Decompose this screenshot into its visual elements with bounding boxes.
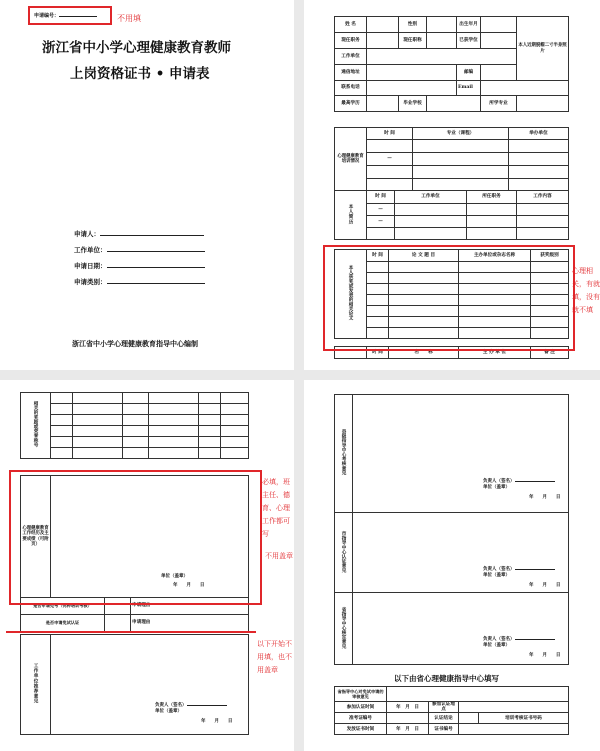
field-applicant: 申请人： <box>74 229 204 238</box>
birth-label: 出生年月 <box>457 17 481 33</box>
not-fill-note: 不用填 <box>117 14 141 23</box>
issue-time-value: 年 月 日 <box>387 724 429 735</box>
duty-label: 现任职务 <box>335 33 367 49</box>
cert-result-label: 认证结论 <box>429 713 459 724</box>
recommend-label: 工作单位推荐意见 <box>21 635 51 735</box>
resume-label: 本人简历 <box>335 191 367 240</box>
apply-reason-label-2: 申请理由 <box>131 615 249 632</box>
province-table <box>334 686 569 735</box>
phone-label: 联系电话 <box>335 81 367 96</box>
footer-col-name: 名 称 <box>389 347 459 359</box>
training-col-time: 时 间 <box>367 128 413 140</box>
training-table <box>334 127 569 191</box>
resume-dash: — <box>367 204 395 216</box>
awards-table <box>20 392 249 459</box>
email-value[interactable] <box>481 81 569 96</box>
degree-value[interactable] <box>481 33 517 49</box>
cover-footer: 浙江省中小学心理健康教育指导中心编制 <box>72 339 198 348</box>
app-number-line <box>59 11 97 17</box>
note-no-seal: 不用盖章 <box>265 552 293 560</box>
footer-col-time: 时 间 <box>367 347 389 359</box>
exempt-cert-label: 是否申请免试认证 <box>21 615 105 632</box>
highest-edu-label: 最高学历 <box>335 96 367 112</box>
city-label: 市指导中心认证意见 <box>335 513 353 593</box>
highest-edu-value[interactable] <box>367 96 399 112</box>
approval-table <box>334 394 569 665</box>
training-dash: — <box>367 153 413 166</box>
ticket-no-label: 准考证编号 <box>335 713 387 724</box>
experience-date: 年 月 日 <box>173 582 205 588</box>
resume-col-unit: 工作单位 <box>395 191 467 204</box>
county-value[interactable]: 负责人（签名） 单位（盖章） 年 月 日 <box>353 395 569 513</box>
field-apply-date: 申请日期： <box>74 261 205 270</box>
work-unit-label: 工作单位 <box>335 49 367 65</box>
county-label: 县级指导中心考核意见 <box>335 395 353 513</box>
training-label: 心理健康教育培训情况 <box>335 128 367 191</box>
papers-col-title: 论 文 题 目 <box>389 250 459 262</box>
major-value[interactable] <box>517 96 569 112</box>
exempt-reason-label: 是否申请免考（何种培训考核） <box>21 598 105 615</box>
photo-box: 本人近期脱帽二寸半身照片 <box>517 17 569 81</box>
form-page-3 <box>0 380 294 751</box>
degree-label: 已获学位 <box>457 33 481 49</box>
name-value[interactable] <box>367 17 399 33</box>
training-col-host: 举办单位 <box>509 128 569 140</box>
recommend-unit-seal: 单位（盖章） <box>155 709 182 714</box>
city-value[interactable]: 负责人（签名） 单位（盖章） 年 月 日 <box>353 513 569 593</box>
exempt-review-label: 省指导中心对免试申请的审核意见 <box>335 687 387 702</box>
grad-school-label: 毕业学校 <box>399 96 427 112</box>
resume-col-work: 工作内容 <box>517 191 569 204</box>
birth-value[interactable] <box>481 17 517 33</box>
experience-highlight <box>9 470 262 605</box>
postcode-value[interactable] <box>481 65 517 81</box>
cert-time-value: 年 月 日 <box>387 702 429 713</box>
cert-time-label: 参加认证时间 <box>335 702 387 713</box>
cert-place-label: 参加认证地点 <box>429 702 459 713</box>
awards-label: 相关的奖励或荣誉称号 <box>21 393 51 459</box>
experience-label: 心理健康教育工作经历及主要成绩（可附页） <box>21 476 51 598</box>
resume-table: 本人简历 时 间 工作单位 所任职务 工作内容 — — <box>334 190 569 240</box>
issue-time-label: 发放证书时间 <box>335 724 387 735</box>
note-below: 以下开始不用填，也不用盖章 <box>257 640 292 674</box>
papers-col-organizer: 主办单位或杂志名称 <box>459 250 531 262</box>
cover-title-line1: 浙江省中小学心理健康教育教师 <box>42 40 231 56</box>
address-value[interactable] <box>367 65 457 81</box>
app-number-label: 申请编号： <box>34 11 97 19</box>
form-page-4 <box>304 380 600 751</box>
papers-col-award: 获奖级别 <box>531 250 569 262</box>
cert-no-label: 证书编号 <box>429 724 459 735</box>
note-required: 必填，班主任、德育、心理工作都可写 <box>262 478 290 538</box>
form-page-2 <box>304 0 600 370</box>
footer-col-host: 主 办 单 位 <box>459 347 531 359</box>
footer-col-remark: 备 注 <box>531 347 569 359</box>
training-cert-no-label: 培训考核证书号码 <box>479 713 569 724</box>
province-label: 省指导中心核定意见 <box>335 593 353 665</box>
address-label: 通信地址 <box>335 65 367 81</box>
gender-label: 性别 <box>399 17 427 33</box>
papers-col-time: 时 间 <box>367 250 389 262</box>
papers-annotation: 心理相关，有就填，没有就不填 <box>572 267 600 314</box>
cover-title-line2: 上岗资格证书 • 申请表 <box>70 66 210 82</box>
resume-col-time: 时 间 <box>367 191 395 204</box>
duty-value[interactable] <box>367 33 399 49</box>
cover-page <box>0 0 294 370</box>
phone-value[interactable] <box>367 81 457 96</box>
papers-label: 本人获奖或发表的相关论文 <box>335 250 367 339</box>
work-unit-value[interactable] <box>367 49 517 65</box>
apply-reason-label: 申请理由 <box>131 598 249 615</box>
title-label: 现任职称 <box>399 33 427 49</box>
recommend-date: 年 月 日 <box>201 719 233 724</box>
divider-red-line <box>6 631 256 633</box>
recommend-value[interactable] <box>51 635 249 735</box>
gender-value[interactable] <box>427 17 457 33</box>
resume-col-position: 所任职务 <box>467 191 517 204</box>
province-heading: 以下由省心理健康指导中心填写 <box>394 674 499 683</box>
title-value[interactable] <box>427 33 457 49</box>
personal-info-table <box>334 16 569 112</box>
grad-school-value[interactable] <box>427 96 481 112</box>
email-label: Email <box>457 81 481 96</box>
recommend-responsible: 负责人（签名） <box>155 701 227 709</box>
experience-unit-seal: 单位（盖章） <box>161 573 188 579</box>
papers-highlight <box>323 245 575 351</box>
name-label: 姓 名 <box>335 17 367 33</box>
field-apply-category: 申请类别： <box>74 277 205 286</box>
province-value[interactable]: 负责人（签名） 单位（盖章） 年 月 日 <box>353 593 569 665</box>
recommend-table <box>20 634 249 735</box>
major-label: 所学专业 <box>481 96 517 112</box>
postcode-label: 邮编 <box>457 65 481 81</box>
training-col-major: 专业（课程） <box>413 128 509 140</box>
field-work-unit: 工作单位： <box>74 245 205 254</box>
